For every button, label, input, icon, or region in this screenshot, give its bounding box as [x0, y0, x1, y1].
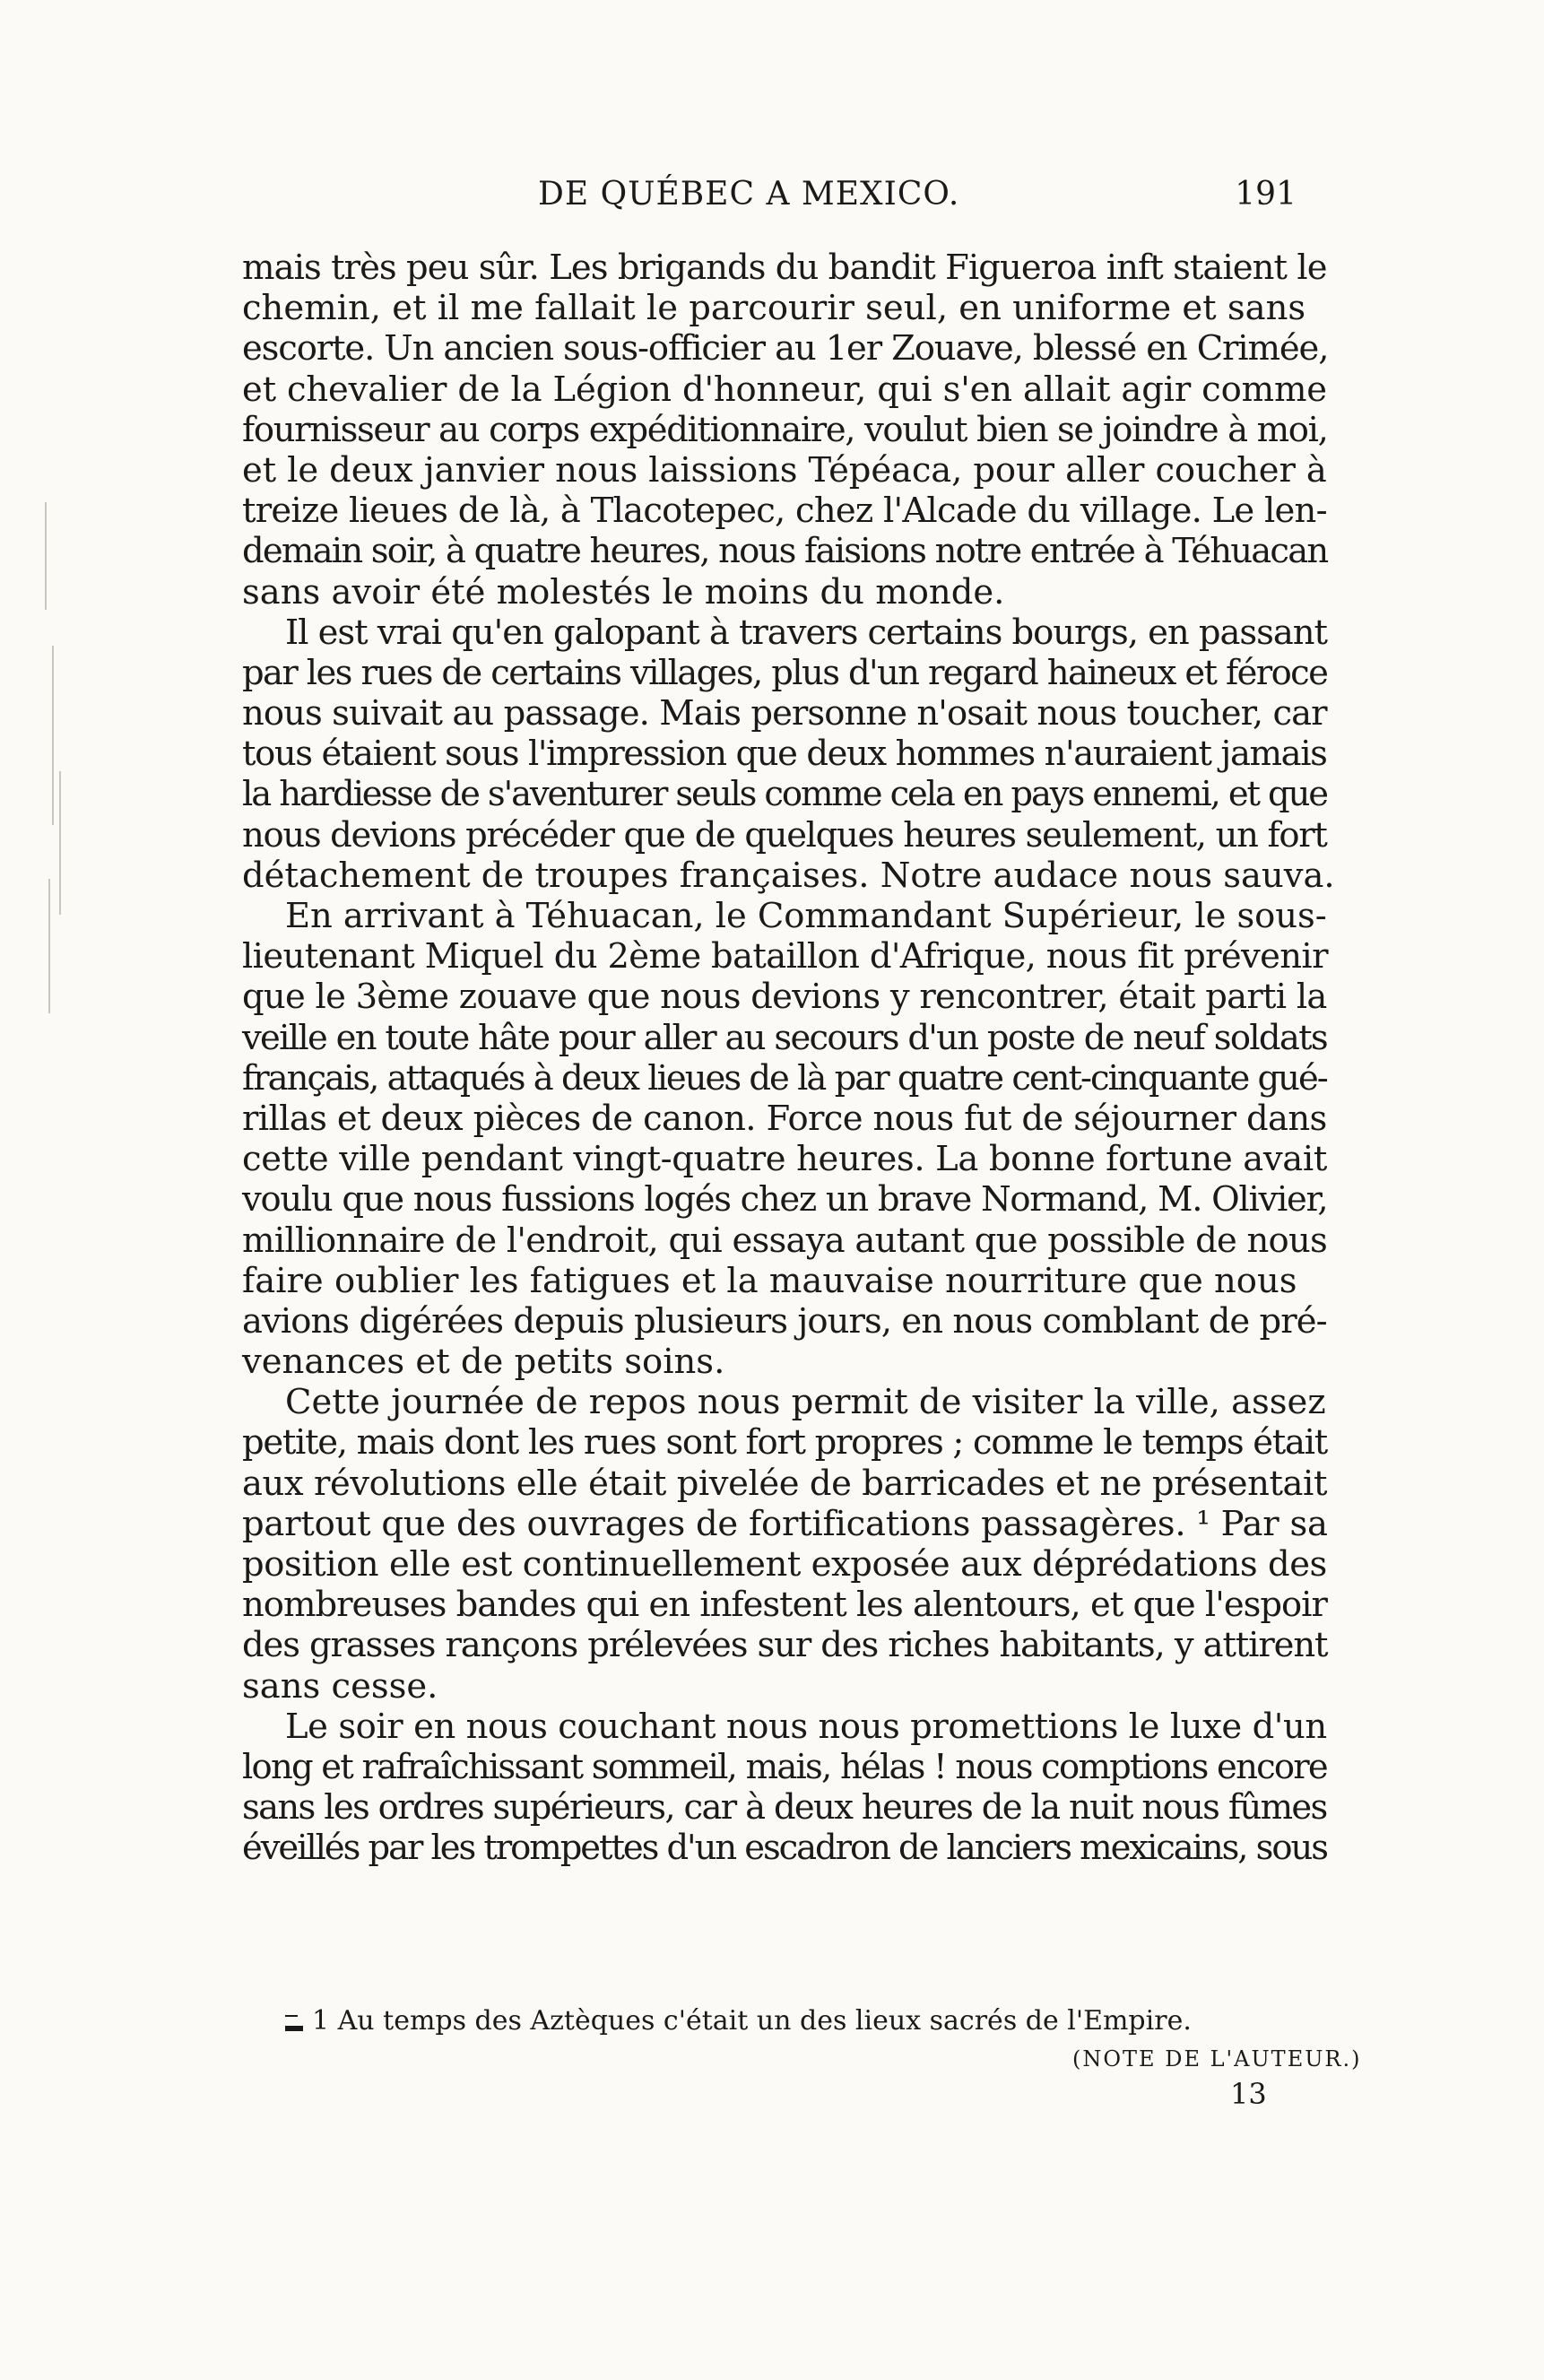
text-line: aux révolutions elle était pivelée de barricades et ne présentait [242, 1463, 1327, 1504]
text-line: treize lieues de là, à Tlacotepec, chez l'Alcade du village. Le len- [242, 491, 1327, 532]
signature-mark: 13 [1230, 2077, 1267, 2111]
text-line: voulu que nous fussions logés chez un brave Normand, M. Olivier, [242, 1179, 1328, 1220]
text-line: nous devions précéder que de quelques heures seulement, un fort [242, 814, 1327, 856]
text-line: escorte. Un ancien sous-officier au 1er Zouave, blessé en Crimée, [242, 328, 1329, 369]
text-line: que le 3ème zouave que nous devions y rencontrer, était parti la [242, 977, 1327, 1018]
footnote-marker-icon [285, 2015, 303, 2031]
text-line: Le soir en nous couchant nous nous promettions le luxe d'un [285, 1706, 1327, 1747]
text-line: sans avoir été molestés le moins du monde. [242, 571, 1005, 612]
text-line: partout que des ouvrages de fortifications passagères. ¹ Par sa [242, 1503, 1328, 1544]
text-line: éveillés par les trompettes d'un escadron de lanciers mexicains, sous [242, 1828, 1327, 1869]
text-line: lieutenant Miquel du 2ème bataillon d'Afrique, nous fit prévenir [242, 936, 1328, 977]
text-line: sans les ordres supérieurs, car à deux heures de la nuit nous fûmes [242, 1787, 1327, 1828]
footnote-attribution: (NOTE DE L'AUTEUR.) [1072, 2046, 1362, 2072]
text-line: et le deux janvier nous laissions Tépéaca, pour aller coucher à [242, 449, 1327, 491]
text-line: En arrivant à Téhuacan, le Commandant Supérieur, le sous- [285, 896, 1327, 936]
text-line: millionnaire de l'endroit, qui essaya autant que possible de nous [242, 1220, 1328, 1261]
text-line: détachement de troupes françaises. Notre audace nous sauva. [242, 855, 1335, 896]
text-line: Cette journée de repos nous permit de visiter la ville, assez [285, 1382, 1326, 1423]
text-line: par les rues de certains villages, plus d'un regard haineux et féroce [242, 652, 1328, 693]
text-line: et chevalier de la Légion d'honneur, qui s'en allait agir comme [242, 369, 1327, 410]
text-line: fournisseur au corps expéditionnaire, voulut bien se joindre à moi, [242, 409, 1328, 450]
body-text [242, 248, 1335, 1869]
text-line: des grasses rançons prélevées sur des riches habitants, y attirent [242, 1625, 1328, 1666]
text-line: français, attaqués à deux lieues de là par quatre cent-cinquante gué- [242, 1057, 1327, 1099]
text-line: faire oublier les fatigues et la mauvaise nourriture que nous [242, 1260, 1297, 1301]
page-number: 191 [1235, 176, 1297, 213]
text-line: Il est vrai qu'en galopant à travers certains bourgs, en passant [285, 612, 1327, 653]
text-line: venances et de petits soins. [242, 1342, 725, 1383]
text-line: nombreuses bandes qui en infestent les alentours, et que l'espoir [242, 1585, 1327, 1626]
text-line: cette ville pendant vingt-quatre heures. La bonne fortune avait [242, 1139, 1327, 1180]
page-edge-marks [39, 502, 72, 1040]
text-line: tous étaient sous l'impression que deux hommes n'auraient jamais [242, 734, 1327, 775]
text-line: mais très peu sûr. Les brigands du bandit Figueroa inft staient le [242, 248, 1327, 288]
text-line: chemin, et il me fallait le parcourir seul, en uniforme et sans [242, 288, 1306, 329]
footnote [285, 2003, 1361, 2039]
text-line: long et rafraîchissant sommeil, mais, hélas ! nous comptions encore [242, 1746, 1327, 1787]
text-line: avions digérées depuis plusieurs jours, en nous comblant de pré- [242, 1300, 1327, 1342]
text-line: la hardiesse de s'aventurer seuls comme cela en pays ennemi, et que [242, 774, 1327, 815]
text-line: sans cesse. [242, 1665, 438, 1707]
running-head [242, 176, 1297, 219]
text-line: rillas et deux pièces de canon. Force nous fut de séjourner dans [242, 1098, 1327, 1139]
footnote-text: 1 Au temps des Aztèques c'était un des lieux sacrés de l'Empire. [312, 2005, 1192, 2037]
text-line: petite, mais dont les rues sont fort propres ; comme le temps était [242, 1422, 1327, 1464]
text-line: position elle est continuellement exposée aux déprédations des [242, 1544, 1327, 1585]
text-line: veille en toute hâte pour aller au secours d'un poste de neuf soldats [242, 1017, 1327, 1058]
text-line: demain soir, à quatre heures, nous faisions notre entrée à Téhuacan [242, 531, 1328, 572]
text-line: nous suivait au passage. Mais personne n'osait nous toucher, car [242, 693, 1327, 734]
running-title: DE QUÉBEC A MEXICO. [538, 176, 960, 213]
